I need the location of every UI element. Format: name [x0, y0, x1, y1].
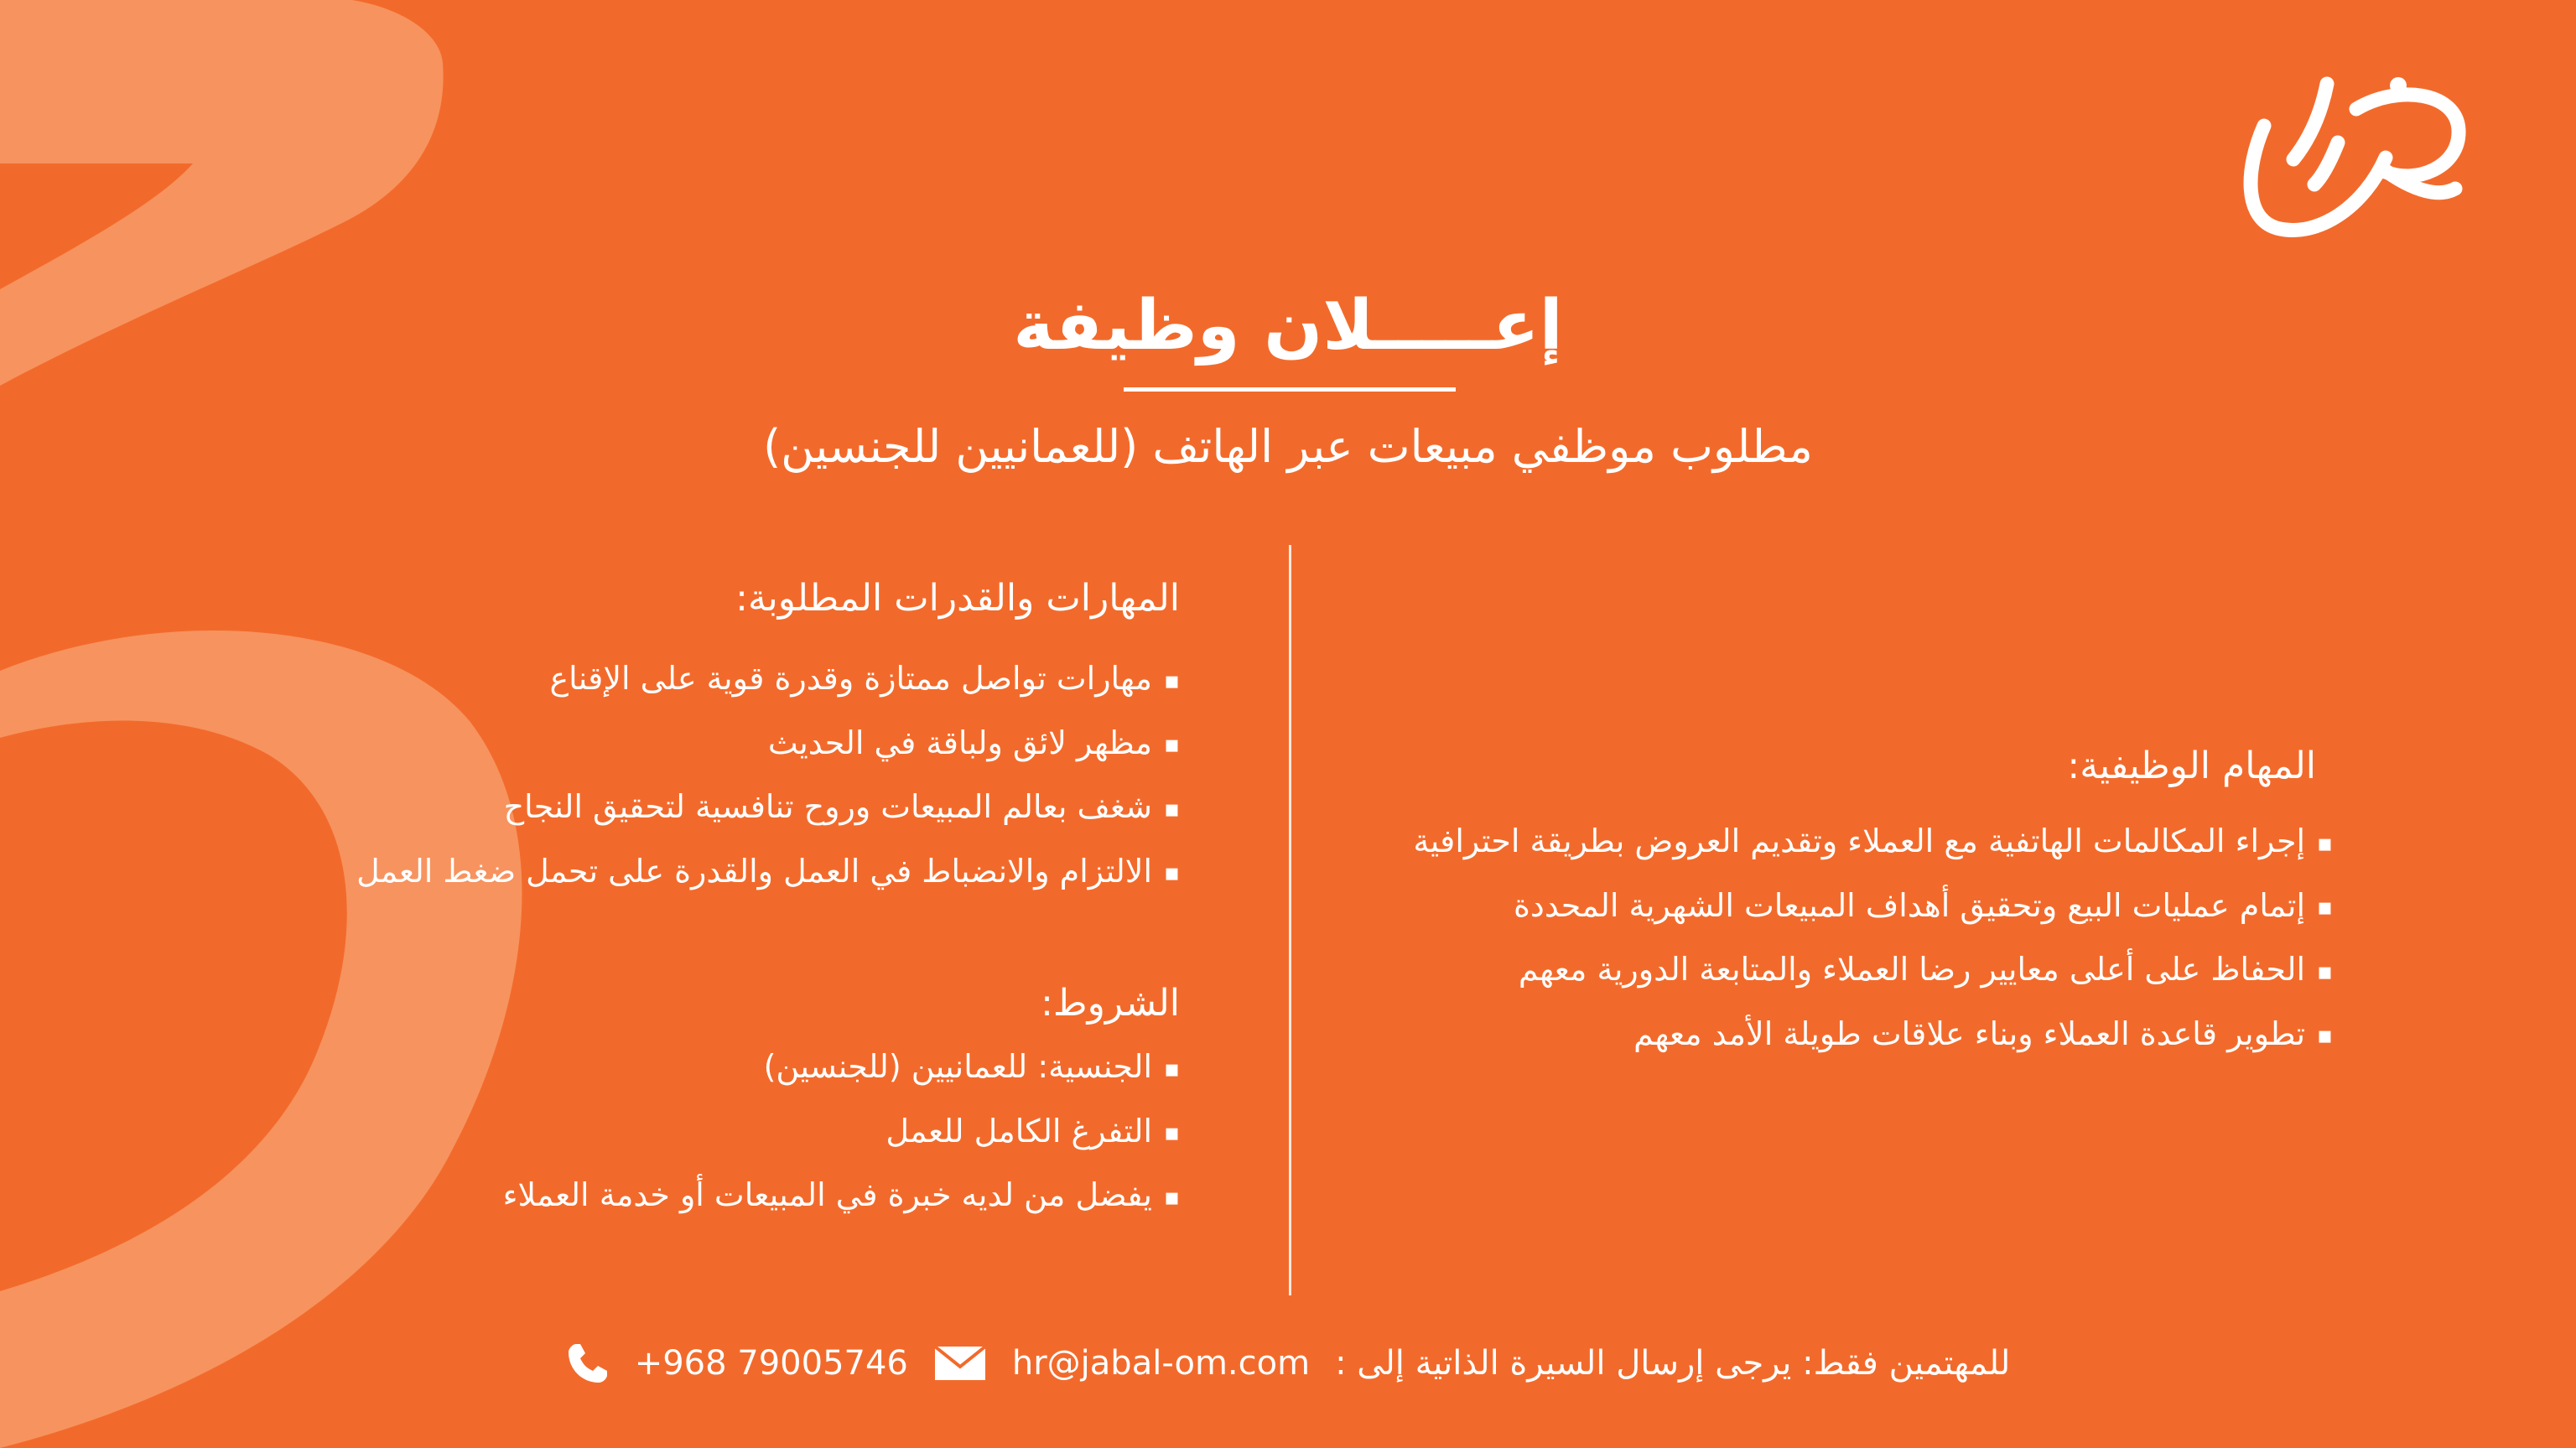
bullet-icon: ▪ [1164, 1182, 1180, 1211]
list-item-text: مظهر لائق ولباقة في الحديث [767, 724, 1153, 761]
list-item [1413, 938, 2333, 1003]
list-item [1413, 810, 2333, 875]
tasks-heading: المهام الوظيفية: [2067, 745, 2316, 787]
bullet-icon: ▪ [1164, 1054, 1180, 1082]
page-title: إعـــــلان وظيفة [1013, 286, 1563, 366]
list-item-text: إجراء المكالمات الهاتفية مع العملاء وتقديم العروض بطريقة احترافية [1413, 823, 2306, 860]
conditions-heading: الشروط: [1041, 982, 1180, 1025]
tasks-list [1413, 810, 2333, 1067]
list-item [1413, 1003, 2333, 1067]
bullet-icon: ▪ [2317, 893, 2333, 921]
title-underline [1124, 387, 1456, 392]
list-item-text: التفرغ الكامل للعمل [886, 1112, 1153, 1150]
list-item [1413, 875, 2333, 939]
bullet-icon: ▪ [2317, 828, 2333, 857]
list-item [503, 1100, 1180, 1165]
conditions-section [503, 979, 1180, 1228]
bullet-icon: ▪ [1164, 666, 1180, 694]
list-item-text: شغف بعالم المبيعات وروح تنافسية لتحقيق النجاح [503, 788, 1153, 826]
tasks-section [1413, 742, 2333, 1067]
list-item-text: مهارات تواصل ممتازة وقدرة قوية على الإقناع [549, 660, 1153, 698]
list-item [356, 647, 1180, 712]
bullet-icon: ▪ [1164, 1118, 1180, 1147]
list-item-text: الجنسية: للعمانيين (للجنسين) [763, 1048, 1153, 1086]
bullet-icon: ▪ [1164, 859, 1180, 887]
conditions-list [503, 1035, 1180, 1228]
list-item [503, 1035, 1180, 1100]
bullet-icon: ▪ [2317, 957, 2333, 985]
envelope-icon [933, 1345, 987, 1382]
column-divider [1289, 545, 1291, 1295]
list-item-text: يفضل من لديه خبرة في المبيعات أو خدمة العملاء [502, 1176, 1153, 1214]
list-item [503, 1164, 1180, 1228]
list-item-text: إتمام عمليات البيع وتحقيق أهداف المبيعات الشهرية المحددة [1513, 886, 2306, 924]
bullet-icon: ▪ [1164, 730, 1180, 759]
list-item-text: تطوير قاعدة العملاء وبناء علاقات طويلة الأمد معهم [1633, 1015, 2306, 1052]
email-link[interactable]: hr@jabal-om.com [1011, 1344, 1311, 1383]
list-item-text: الحفاظ على أعلى معايير رضا العملاء والمتابعة الدورية معهم [1518, 951, 2306, 989]
list-item [356, 712, 1180, 776]
phone-number[interactable]: +968 79005746 [634, 1344, 908, 1383]
footer-note: للمهتمين فقط: يرجى إرسال السيرة الذاتية إلى : [1335, 1344, 2011, 1383]
page-subtitle: مطلوب موظفي مبيعات عبر الهاتف (للعمانيين للجنسين) [763, 420, 1813, 473]
skills-list [356, 647, 1180, 904]
skills-heading: المهارات والقدرات المطلوبة: [735, 577, 1180, 620]
contact-footer [0, 1342, 2576, 1385]
bullet-icon: ▪ [1164, 794, 1180, 823]
bullet-icon: ▪ [2317, 1021, 2333, 1050]
skills-section [356, 574, 1180, 904]
list-item [356, 776, 1180, 840]
phone-icon [566, 1342, 610, 1385]
brand-logo [2231, 50, 2474, 243]
list-item [356, 840, 1180, 905]
list-item-text: الالتزام والانضباط في العمل والقدرة على تحمل ضغط العمل [356, 852, 1153, 890]
